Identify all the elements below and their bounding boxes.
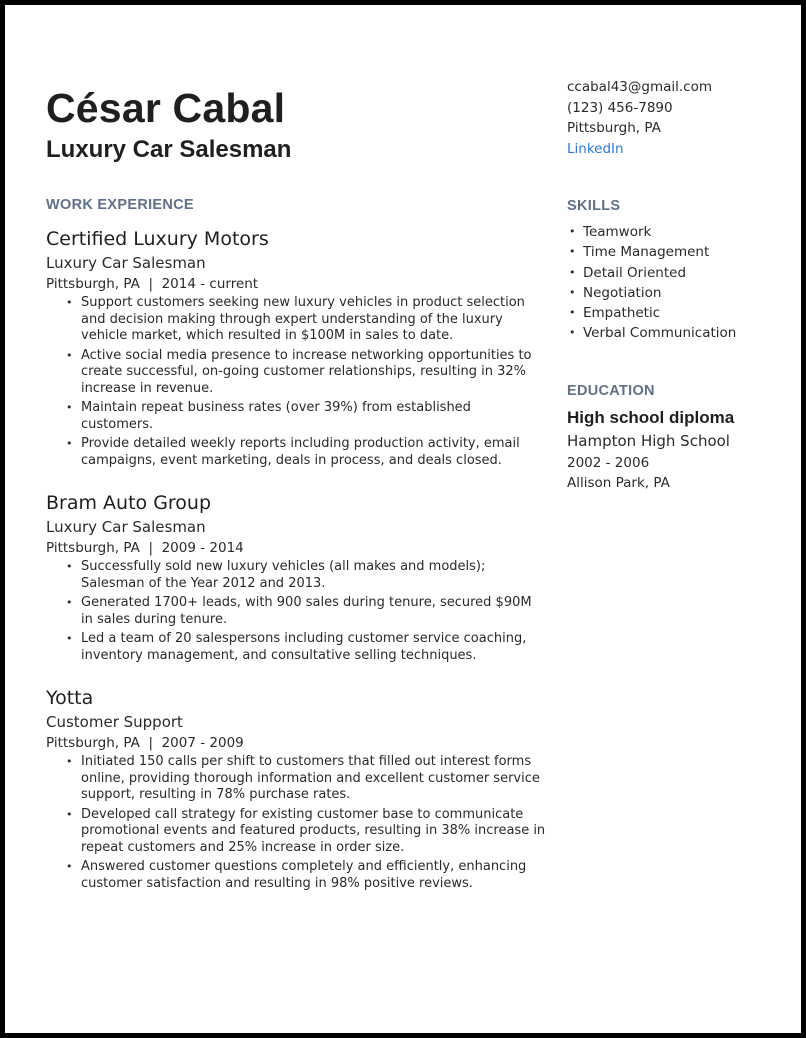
contact-linkedin-row (567, 139, 787, 160)
candidate-name: César Cabal (46, 85, 286, 131)
job-bullet: • Answered customer questions completely and efficiently, enhancing customer satisfaction and resulting in 98% positive reviews. (81, 859, 546, 892)
education-school: Hampton High School (567, 431, 730, 450)
main-column (46, 83, 546, 895)
education-years: 2002 - 2006 (567, 454, 650, 471)
job-bullet: • Maintain repeat business rates (over 39%) from established customers. (81, 400, 546, 433)
job-company: Bram Auto Group (46, 492, 212, 514)
contact-email: ccabal43@gmail.com (567, 79, 713, 95)
job-bullet: • Provide detailed weekly reports including production activity, email campaigns, event marketing, deals in process, and deals closed. (81, 436, 546, 469)
job-role: Luxury Car Salesman (46, 254, 206, 272)
job-entry (46, 686, 546, 892)
job-meta: Pittsburgh, PA | 2007 - 2009 (46, 735, 244, 751)
job-meta: Pittsburgh, PA | 2009 - 2014 (46, 540, 244, 556)
job-role: Luxury Car Salesman (46, 518, 206, 536)
job-bullet: • Generated 1700+ leads, with 900 sales during tenure, secured $90M in sales during tenure. (81, 595, 546, 628)
job-bullet: • Developed call strategy for existing customer base to communicate promotional events and featured products, resulting in 38% increase in repeat customers and 25% increase in order size. (81, 807, 546, 857)
skills-heading: SKILLS (567, 198, 621, 214)
job-bullets (46, 559, 546, 664)
job-meta: Pittsburgh, PA | 2014 - current (46, 276, 259, 292)
job-bullet: • Successfully sold new luxury vehicles (all makes and models); Salesman of the Year 2012 and 2013. (81, 559, 546, 592)
linkedin-link[interactable]: LinkedIn (567, 140, 624, 157)
job-bullet: • Initiated 150 calls per shift to customers that filled out interest forms online, providing thorough information and excellent customer service support, resulting in 78% purchase rates. (81, 754, 546, 804)
skill-item: • Teamwork (583, 222, 787, 242)
education-location: Allison Park, PA (567, 475, 670, 492)
contact-phone: (123) 456-7890 (567, 99, 673, 116)
job-entry (46, 491, 546, 664)
sidebar-column (567, 77, 787, 494)
contact-location: Pittsburgh, PA (567, 120, 661, 136)
education-degree: High school diploma (567, 407, 735, 427)
skill-item: • Empathetic (583, 303, 787, 323)
candidate-title: Luxury Car Salesman (46, 136, 292, 163)
resume-page (5, 5, 801, 1033)
job-bullets (46, 295, 546, 469)
skills-list (567, 222, 787, 344)
contact-block (567, 77, 787, 159)
skill-item: • Negotiation (583, 283, 787, 303)
job-role: Customer Support (46, 713, 183, 731)
skill-item: • Detail Oriented (583, 263, 787, 283)
job-bullet: • Support customers seeking new luxury vehicles in product selection and decision making through expert understanding of the luxury vehicle market, which resulted in $100M in sales to date. (81, 295, 546, 345)
skill-item: • Time Management (583, 242, 787, 262)
job-company: Certified Luxury Motors (46, 228, 269, 250)
work-experience-heading: WORK EXPERIENCE (46, 197, 194, 213)
skill-item: • Verbal Communication (583, 323, 787, 343)
job-bullet: • Active social media presence to increase networking opportunities to create successful, on-going customer relationships, resulting in 32% increase in revenue. (81, 348, 546, 398)
education-heading: EDUCATION (567, 382, 655, 399)
job-bullets (46, 754, 546, 892)
job-entry (46, 227, 546, 469)
job-bullet: • Led a team of 20 salespersons including customer service coaching, inventory management, and consultative selling techniques. (81, 631, 546, 664)
job-company: Yotta (46, 687, 94, 709)
